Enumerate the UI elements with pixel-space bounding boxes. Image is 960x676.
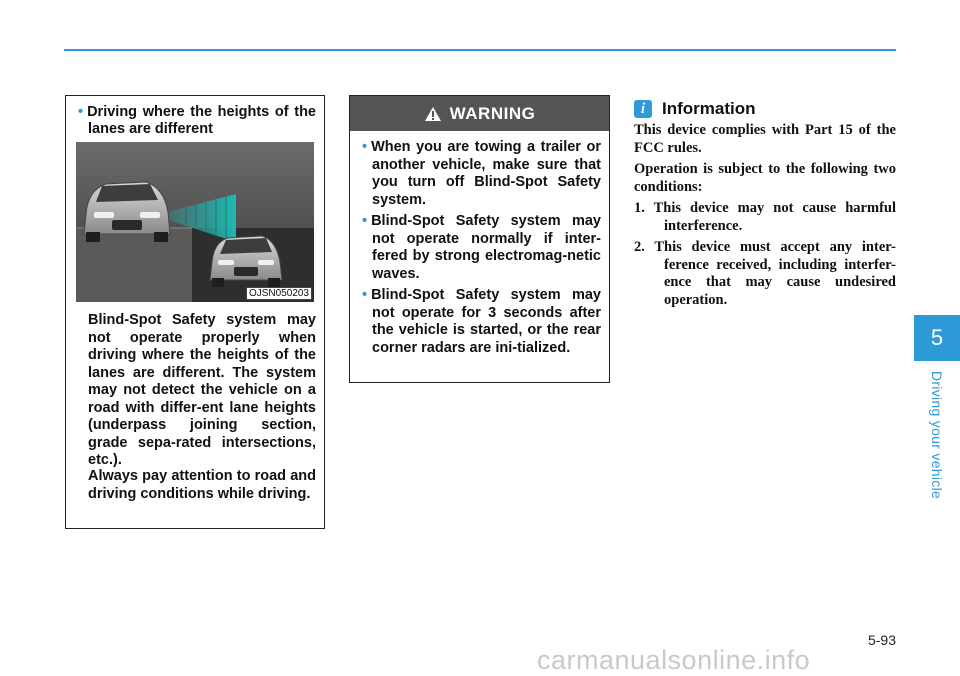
- bullet-dot-icon: •: [362, 213, 368, 229]
- warning-list: [358, 139, 601, 361]
- lane-height-illustration: [76, 142, 314, 302]
- warning-item: [358, 287, 601, 357]
- warning-triangle-icon: [424, 106, 442, 122]
- info-icon: i: [634, 100, 652, 118]
- warning-item: [358, 213, 601, 283]
- warning-item: [358, 139, 601, 209]
- image-code-label: OJSN050203: [246, 287, 312, 300]
- information-header: [634, 96, 896, 122]
- warning-item-text: Blind-Spot Safety system may not operate normally if inter-fered by strong electromag-netic waves.: [371, 213, 601, 282]
- bullet-dot-icon: •: [362, 139, 368, 155]
- bullet-heading: [74, 104, 316, 138]
- information-title: Information: [662, 99, 756, 118]
- warning-item-text: Blind-Spot Safety system may not operate for 3 seconds after the vehicle is started, or the rear corner radars are ini-tialized.: [371, 287, 601, 356]
- chapter-label: Driving your vehicle: [929, 370, 945, 500]
- fcc-paragraph: This device complies with Part 15 of the FCC rules.: [634, 122, 896, 156]
- chapter-number-tab: 5: [914, 315, 960, 361]
- warning-item-text: When you are towing a trailer or another vehicle, make sure that you turn off Blind-Spot Safety system.: [371, 139, 601, 208]
- bullet-dot-icon: •: [362, 287, 368, 303]
- conditions-list: [634, 200, 896, 309]
- bullet-heading-text: Driving where the heights of the lanes are different: [87, 104, 316, 137]
- warning-title: WARNING: [449, 103, 536, 123]
- warning-header: [350, 96, 609, 131]
- condition-item: 1. This device may not cause harmful interference.: [634, 200, 896, 234]
- condition-item: 2. This device must accept any inter-ference received, including interfer-ence that may cause undesired operation.: [634, 239, 896, 308]
- attention-paragraph: Always pay attention to road and driving conditions while driving.: [88, 468, 316, 502]
- page-number: 5-93: [867, 632, 896, 648]
- watermark: carmanualsonline.info: [537, 645, 811, 675]
- lane-height-paragraph: Blind-Spot Safety system may not operate properly when driving where the heights of the lanes are different. The system may not detect the vehicle on a road with differ-ent lane heights (underpass joining section, grade sepa-rated intersections, etc.).: [88, 312, 316, 468]
- car-illustration-graphic: [76, 142, 314, 302]
- warning-box: [349, 95, 610, 383]
- bullet-dot-icon: •: [78, 104, 84, 120]
- lane-height-section: [65, 95, 325, 529]
- information-section: [634, 96, 896, 313]
- conditions-paragraph: Operation is subject to the following two conditions:: [634, 161, 896, 195]
- top-rule: [64, 49, 896, 51]
